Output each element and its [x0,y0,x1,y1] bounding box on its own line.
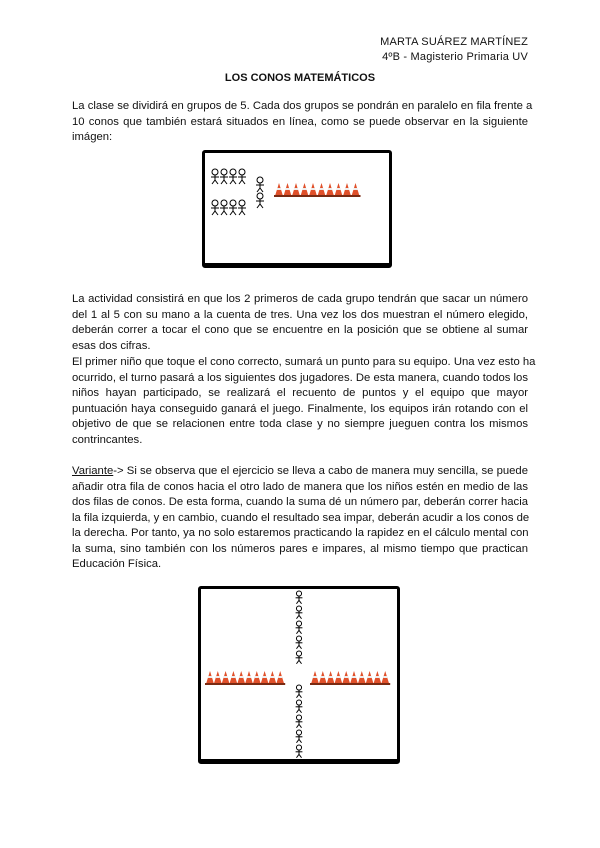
child-figure-icon [296,651,303,664]
text-line: la suma, sino también con los números pares e impares, al mismo tiempo que practican [72,542,528,555]
cone-icon [300,183,310,197]
paragraph-actividad [72,292,528,354]
cone-icon [380,671,390,685]
child-figure-icon [238,169,246,184]
text-line: la derecha. Por tanto, ya no solo estaremos practicando la rapidez en el cálculo mental con [72,527,529,539]
paragraph-variante [72,464,528,573]
text-line: Educación Física. [72,558,162,570]
child-figure-icon [256,177,264,192]
course-info: 4ºB - Magisterio Primaria UV [382,51,528,63]
child-figure-icon [296,636,303,649]
text-line: niños hayan participado, se realizará el recuento de puntos y el equipo que mayor [72,387,528,399]
variante-label: Variante [72,465,114,477]
child-figure-icon [296,745,303,758]
cone-icon [244,671,254,685]
cone-icon [349,671,359,685]
child-figure-icon [220,169,228,184]
cone-icon [333,671,343,685]
text-line: La clase se dividirá en grupos de 5. Cada dos grupos se pondrán en paralelo en fila frente a [72,100,533,112]
child-figure-icon [229,169,237,184]
cone-icon [310,671,320,685]
cone-icon [275,671,285,685]
cone-icon [357,671,367,685]
text-line: La actividad consistirá en que los 2 primeros de cada grupo tendrán que sacar un número [72,293,528,305]
text-line: puntuación haya conseguido ganará el juego. Finalmente, los equipos irán rotando con el [72,402,528,415]
cone-icon [342,183,352,197]
child-figure-icon [220,200,228,215]
cone-icon [283,183,293,197]
figure-1-drawing [205,153,389,263]
text-fragment: -> Si se observa que el ejercicio se lleva a cabo de manera muy sencilla, se puede [113,465,528,477]
child-figure-icon [229,200,237,215]
cone-icon [291,183,301,197]
text-line: esas dos cifras. [72,339,151,352]
document-title: LOS CONOS MATEMÁTICOS [224,72,376,84]
child-figure-icon [256,193,264,208]
child-figure-icon [296,621,303,634]
child-figure-icon [296,591,303,604]
paragraph-intro [72,99,533,146]
child-figure-icon [238,200,246,215]
cone-icon [267,671,277,685]
cone-icon [372,671,382,685]
cone-icon [326,671,336,685]
cone-icon [228,671,238,685]
cone-icon [205,671,215,685]
text-line: del 1 al 5 con su mano a la cuenta de tres. Una vez los dos muestran el número elegido, [72,308,528,321]
text-line: contrincantes. [72,433,143,446]
cone-icon [308,183,318,197]
cone-icon [236,671,246,685]
text-line: imágen: [72,131,113,143]
text-line: deberán correr a tocar el cono que se encuentre en la posición que se obtiene al sumar [72,324,528,336]
text-line: la fila izquierda, y en cambio, cuando el resultado sea impar, deberán acudir a los conos de [72,511,530,524]
cone-icon [318,671,328,685]
child-figure-icon [296,685,303,698]
cone-icon [260,671,270,685]
figure-cones-layout-2 [198,586,400,764]
cone-icon [274,183,284,197]
child-figure-icon [296,606,303,619]
text-line: El primer niño que toque el cono correcto, sumará un punto para su equipo. Una vez esto ha [72,356,536,368]
child-figure-icon [296,715,303,728]
figure-2-drawing [201,589,397,759]
child-figure-icon [296,730,303,743]
child-figure-icon [211,200,219,215]
text-line: 10 conos que también estará situados en línea, como se puede observar en la siguiente [72,115,528,128]
author-name: MARTA SUÁREZ MARTÍNEZ [380,36,528,48]
text-line: ocurrido, el turno pasará a los siguientes dos jugadores. De esta manera, cuando todos los [72,371,528,384]
text-line: dos filas de conos. De esta forma, cuando la suma dé un número par, deberán correr hacia [72,496,528,508]
figure-cones-layout-1 [202,150,392,268]
paragraph-puntos [72,355,536,448]
text-line [72,464,528,480]
cone-icon [325,183,335,197]
cone-icon [334,183,344,197]
cone-icon [221,671,231,685]
text-line: añadir otra fila de conos hacia el otro lado de manera que los niños estén en medio de las [72,480,528,493]
child-figure-icon [211,169,219,184]
cone-icon [341,671,351,685]
cone-icon [317,183,327,197]
cone-icon [351,183,361,197]
child-figure-icon [296,700,303,713]
text-line: objetivo de que se relacionen entre toda clase y no siempre jueguen contra los mismos [72,418,528,430]
cone-icon [252,671,262,685]
cone-icon [213,671,223,685]
cone-icon [365,671,375,685]
